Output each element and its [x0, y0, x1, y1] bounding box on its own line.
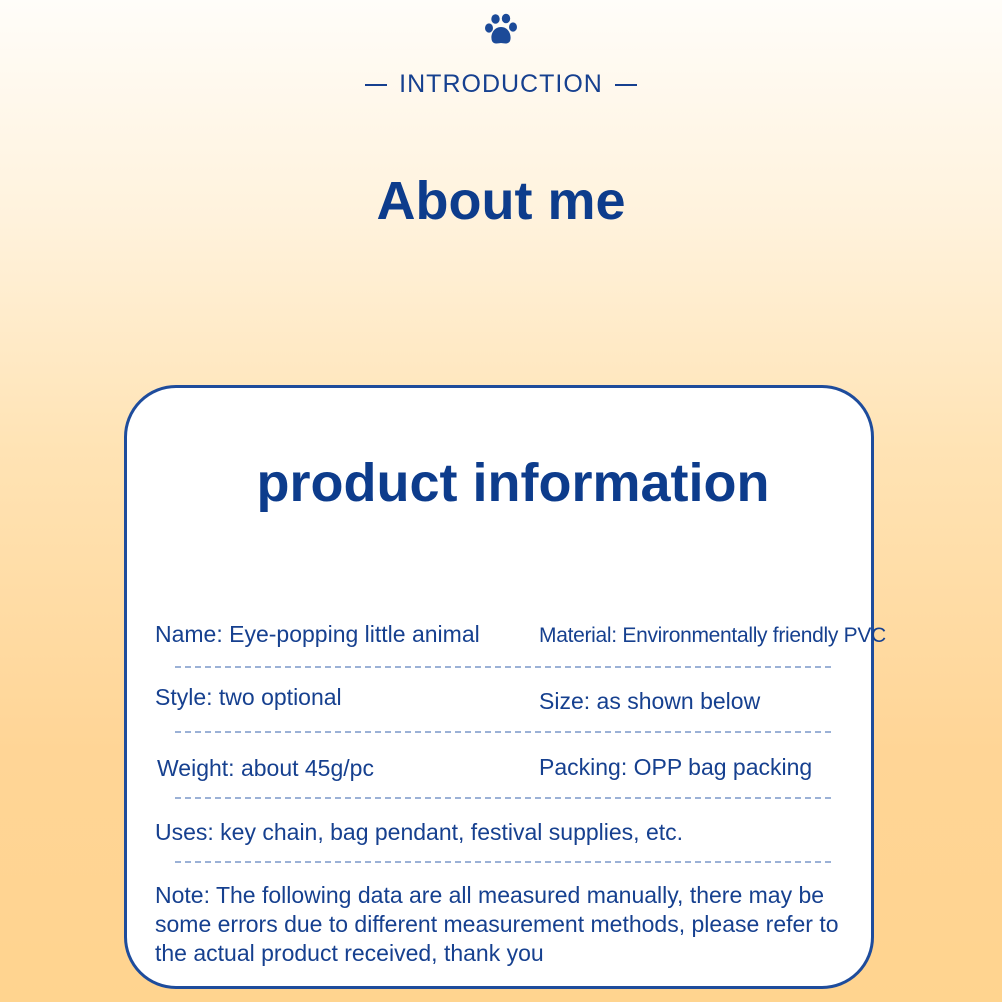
page-title: About me [376, 171, 626, 231]
row-divider [175, 731, 831, 733]
size-field: Size: as shown below [539, 688, 761, 714]
right-dash-divider [615, 84, 637, 86]
left-dash-divider [365, 84, 387, 86]
material-field: Material: Environmentally friendly PVC [539, 624, 886, 647]
uses-field: Uses: key chain, bag pendant, festival supplies, etc. [155, 819, 684, 845]
product-info-card [124, 385, 886, 989]
row-divider [175, 861, 831, 863]
weight-field: Weight: about 45g/pc [157, 755, 374, 781]
note-text: Note: The following data are all measured manually, there may be some errors due to different measurement methods, please refer to the actual product received, thank you [155, 882, 839, 966]
section-label-text: INTRODUCTION [399, 70, 603, 98]
section-label [0, 70, 1002, 99]
row-divider [175, 666, 831, 668]
name-field: Name: Eye-popping little animal [155, 621, 480, 647]
paw-icon [483, 12, 519, 48]
packing-field: Packing: OPP bag packing [539, 754, 813, 780]
row-divider [175, 797, 831, 799]
card-title: product information [256, 453, 770, 513]
style-field: Style: two optional [155, 684, 342, 710]
